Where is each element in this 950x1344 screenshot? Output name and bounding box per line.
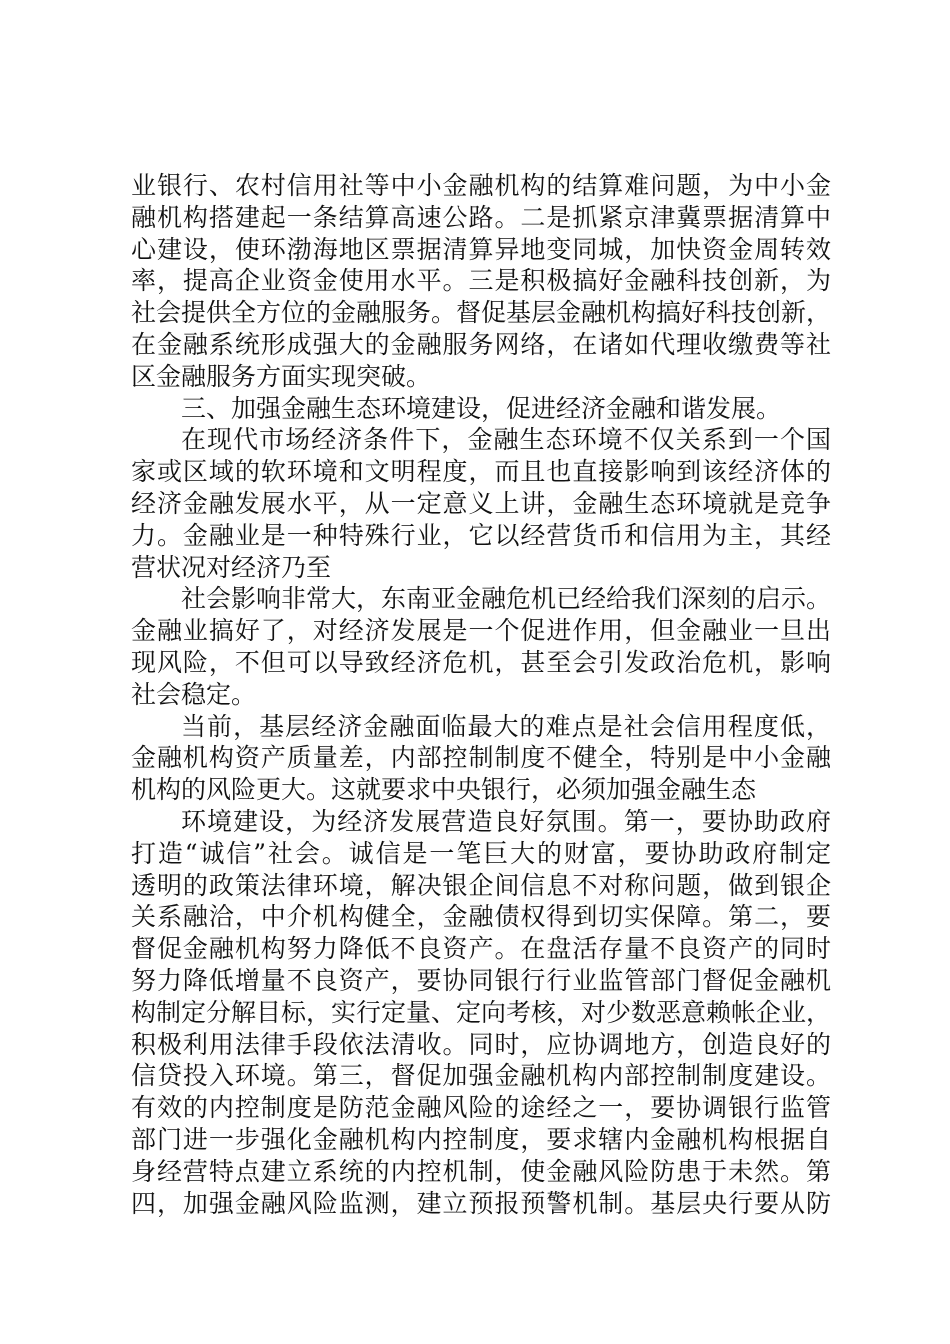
text-line: 社会影响非常大，东南亚金融危机已经给我们深刻的启示。 <box>181 584 832 614</box>
text-line: 督促金融机构努力降低不良资产。在盘活存量不良资产的同时 <box>131 934 831 964</box>
text-line: 四，加强金融风险监测，建立预报预警机制。基层央行要从防 <box>131 1188 831 1218</box>
text-line: 环境建设，为经济发展营造良好氛围。第一，要协助政府 <box>181 806 831 836</box>
text-line: 现风险，不但可以导致经济危机，甚至会引发政治危机，影响 <box>131 647 831 677</box>
text-line: 融机构搭建起一条结算高速公路。二是抓紧京津冀票据清算中 <box>131 202 831 232</box>
text-line: 关系融洽，中介机构健全，金融债权得到切实保障。第二，要 <box>131 902 831 932</box>
text-line: 在现代市场经济条件下，金融生态环境不仅关系到一个国 <box>181 425 831 455</box>
text-line: 部门进一步强化金融机构内控制度，要求辖内金融机构根据自 <box>131 1124 831 1154</box>
text-line: 透明的政策法律环境，解决银企间信息不对称问题，做到银企 <box>131 870 831 900</box>
text-line: 努力降低增量不良资产，要协同银行行业监管部门督促金融机 <box>131 965 831 995</box>
text-line: 心建设，使环渤海地区票据清算异地变同城，加快资金周转效 <box>131 234 831 264</box>
text-line: 身经营特点建立系统的内控机制，使金融风险防患于未然。第 <box>131 1156 831 1186</box>
text-line: 家或区域的软环境和文明程度，而且也直接影响到该经济体的 <box>131 457 831 487</box>
document-body <box>131 170 831 1219</box>
text-line: 业银行、农村信用社等中小金融机构的结算难问题，为中小金 <box>131 171 831 200</box>
text-line: 积极利用法律手段依法清收。同时，应协调地方，创造良好的 <box>131 1029 831 1059</box>
text-line: 区金融服务方面实现突破。 <box>131 361 432 391</box>
text-line: 构制定分解目标，实行定量、定向考核，对少数恶意赖帐企业， <box>131 997 832 1027</box>
text-line: 信贷投入环境。第三，督促加强金融机构内部控制制度建设。 <box>131 1061 831 1091</box>
text-line: 金融机构资产质量差，内部控制制度不健全，特别是中小金融 <box>131 743 831 773</box>
text-line: 有效的内控制度是防范金融风险的途经之一，要协调银行监管 <box>131 1093 831 1123</box>
text-line: 经济金融发展水平，从一定意义上讲，金融生态环境就是竞争 <box>131 488 831 518</box>
text-line: 机构的风险更大。这就要求中央银行，必须加强金融生态 <box>131 775 757 805</box>
text-line: 当前，基层经济金融面临最大的难点是社会信用程度低， <box>181 711 831 741</box>
text-line: 营状况对经济乃至 <box>131 552 332 582</box>
text-line: 社会提供全方位的金融服务。督促基层金融机构搞好科技创新， <box>131 298 832 328</box>
text-line: 金融业搞好了，对经济发展是一个促进作用，但金融业一旦出 <box>131 616 831 646</box>
text-line: 三、加强金融生态环境建设，促进经济金融和谐发展。 <box>181 393 782 423</box>
text-line: 打造“诚信”社会。诚信是一笔巨大的财富，要协助政府制定 <box>131 838 831 868</box>
text-line: 在金融系统形成强大的金融服务网络，在诸如代理收缴费等社 <box>131 329 831 359</box>
text-line: 力。金融业是一种特殊行业，它以经营货币和信用为主，其经 <box>131 520 831 550</box>
text-line: 率，提高企业资金使用水平。三是积极搞好金融科技创新，为 <box>131 266 831 296</box>
text-line: 社会稳定。 <box>131 679 257 709</box>
